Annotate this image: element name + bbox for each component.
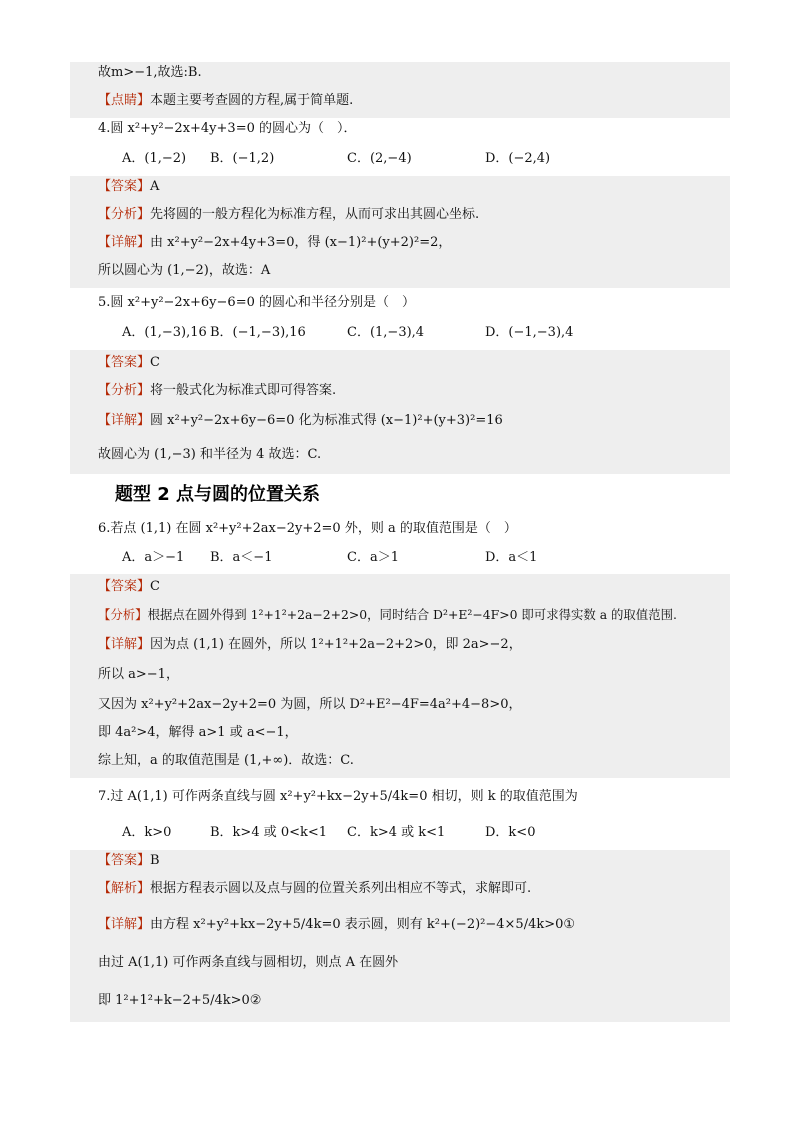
comment-line bbox=[98, 92, 353, 110]
detail-line-3: 又因为 x²+y²+2ax−2y+2=0 为圆，所以 D²+E²−4F=4a²+4−8>0， bbox=[98, 697, 522, 712]
detail-text: 由 x²+y²−2x+4y+3=0，得 (x−1)²+(y+2)²=2， bbox=[150, 235, 452, 250]
analysis-text: 根据方程表示圆以及点与圆的位置关系列出相应不等式，求解即可. bbox=[150, 881, 532, 896]
analysis-line bbox=[98, 382, 336, 400]
conclusion-line: 故m>−1,故选:B. bbox=[98, 65, 202, 80]
detail-line bbox=[98, 636, 522, 654]
analysis-text: 根据点在圆外得到 1²+1²+2a−2+2>0，同时结合 D²+E²−4F>0 即可求得实数 a 的取值范围. bbox=[147, 607, 677, 622]
solution-block-5 bbox=[70, 350, 730, 474]
question-5 bbox=[70, 294, 730, 314]
detail-line-2: 故圆心为 (1,−3) 和半径为 4 故选：C. bbox=[98, 447, 322, 462]
analysis-text: 先将圆的一般方程化为标准方程，从而可求出其圆心坐标. bbox=[150, 207, 480, 222]
answer-value: A bbox=[150, 179, 160, 194]
detail-line-3: 即 1²+1²+k−2+5/4k>0② bbox=[98, 993, 262, 1008]
question-4-options bbox=[70, 150, 730, 170]
tag-analysis: 【分析】 bbox=[98, 607, 148, 622]
option-b: B．a＜−1 bbox=[210, 550, 273, 565]
tag-analysis: 【分析】 bbox=[98, 383, 151, 398]
answer-line bbox=[98, 354, 160, 372]
option-a: A．(1,−3),16 bbox=[122, 325, 207, 340]
analysis-line bbox=[98, 206, 479, 224]
question-7-text: 7.过 A(1,1) 可作两条直线与圆 x²+y²+kx−2y+5/4k=0 相切，则 k 的取值范围为 bbox=[98, 789, 578, 804]
answer-line bbox=[98, 852, 160, 870]
tag-detail: 【详解】 bbox=[98, 637, 151, 652]
answer-line bbox=[98, 578, 160, 596]
solution-block-7 bbox=[70, 850, 730, 1022]
option-c: C．k>4 或 k<1 bbox=[347, 825, 446, 840]
option-d: D．k<0 bbox=[485, 825, 536, 840]
option-b: B．(−1,2) bbox=[210, 151, 275, 166]
question-6-options bbox=[70, 549, 730, 569]
analysis-text: 将一般式化为标准式即可得答案. bbox=[150, 383, 337, 398]
tag-detail: 【详解】 bbox=[98, 413, 151, 428]
detail-line-5: 综上知，a 的取值范围是 (1,+∞)．故选：C. bbox=[98, 753, 354, 768]
detail-line bbox=[98, 234, 451, 252]
tag-analysis: 【分析】 bbox=[98, 207, 151, 222]
detail-line-2: 所以 a>−1， bbox=[98, 667, 179, 682]
answer-value: B bbox=[150, 853, 160, 868]
tag-answer: 【答案】 bbox=[98, 579, 151, 594]
solution-block-3 bbox=[70, 62, 730, 118]
answer-value: C bbox=[150, 355, 160, 370]
detail-line bbox=[98, 412, 503, 430]
tag-answer: 【答案】 bbox=[98, 355, 151, 370]
question-6 bbox=[70, 520, 730, 540]
answer-value: C bbox=[150, 579, 160, 594]
detail-line-4: 即 4a²>4，解得 a>1 或 a<−1， bbox=[98, 725, 298, 740]
question-5-options bbox=[70, 324, 730, 344]
option-d: D．(−2,4) bbox=[485, 151, 551, 166]
option-d: D．(−1,−3),4 bbox=[485, 325, 574, 340]
tag-point: 【点睛】 bbox=[98, 93, 151, 108]
solution-block-6 bbox=[70, 574, 730, 778]
detail-line bbox=[98, 916, 575, 934]
tag-answer: 【答案】 bbox=[98, 179, 151, 194]
option-c: C．(1,−3),4 bbox=[347, 325, 425, 340]
option-d: D．a＜1 bbox=[485, 550, 538, 565]
detail-text: 因为点 (1,1) 在圆外，所以 1²+1²+2a−2+2>0，即 2a>−2， bbox=[150, 637, 522, 652]
comment-text: 本题主要考查圆的方程,属于简单题. bbox=[150, 93, 354, 108]
question-6-text: 6.若点 (1,1) 在圆 x²+y²+2ax−2y+2=0 外，则 a 的取值范围是（ ） bbox=[98, 521, 517, 536]
option-a: A．a＞−1 bbox=[122, 550, 185, 565]
option-c: C．a＞1 bbox=[347, 550, 399, 565]
section-heading: 题型 2 点与圆的位置关系 bbox=[115, 484, 321, 505]
detail-text: 圆 x²+y²−2x+6y−6=0 化为标准式得 (x−1)²+(y+3)²=16 bbox=[150, 413, 503, 428]
detail-line-2: 由过 A(1,1) 可作两条直线与圆相切，则点 A 在圆外 bbox=[98, 955, 399, 970]
option-a: A．(1,−2) bbox=[122, 151, 187, 166]
question-7 bbox=[70, 788, 730, 812]
option-b: B．(−1,−3),16 bbox=[210, 325, 306, 340]
solution-block-4 bbox=[70, 176, 730, 288]
question-7-options bbox=[70, 824, 730, 844]
question-5-text: 5.圆 x²+y²−2x+6y−6=0 的圆心和半径分别是（ ） bbox=[98, 295, 415, 310]
question-4-text: 4.圆 x²+y²−2x+4y+3=0 的圆心为（ ）． bbox=[98, 121, 357, 136]
tag-detail: 【详解】 bbox=[98, 235, 151, 250]
analysis-line bbox=[98, 880, 531, 898]
detail-line-2: 所以圆心为 (1,−2)，故选：A bbox=[98, 263, 271, 278]
option-c: C．(2,−4) bbox=[347, 151, 412, 166]
tag-answer: 【答案】 bbox=[98, 853, 151, 868]
option-b: B．k>4 或 0<k<1 bbox=[210, 825, 328, 840]
tag-jiexi: 【解析】 bbox=[98, 881, 151, 896]
tag-detail: 【详解】 bbox=[98, 917, 151, 932]
analysis-line bbox=[98, 606, 677, 624]
option-a: A．k>0 bbox=[122, 825, 172, 840]
detail-text: 由方程 x²+y²+kx−2y+5/4k=0 表示圆，则有 k²+(−2)²−4×5/4k>0① bbox=[150, 917, 576, 932]
question-4 bbox=[70, 120, 730, 140]
answer-line bbox=[98, 178, 159, 196]
